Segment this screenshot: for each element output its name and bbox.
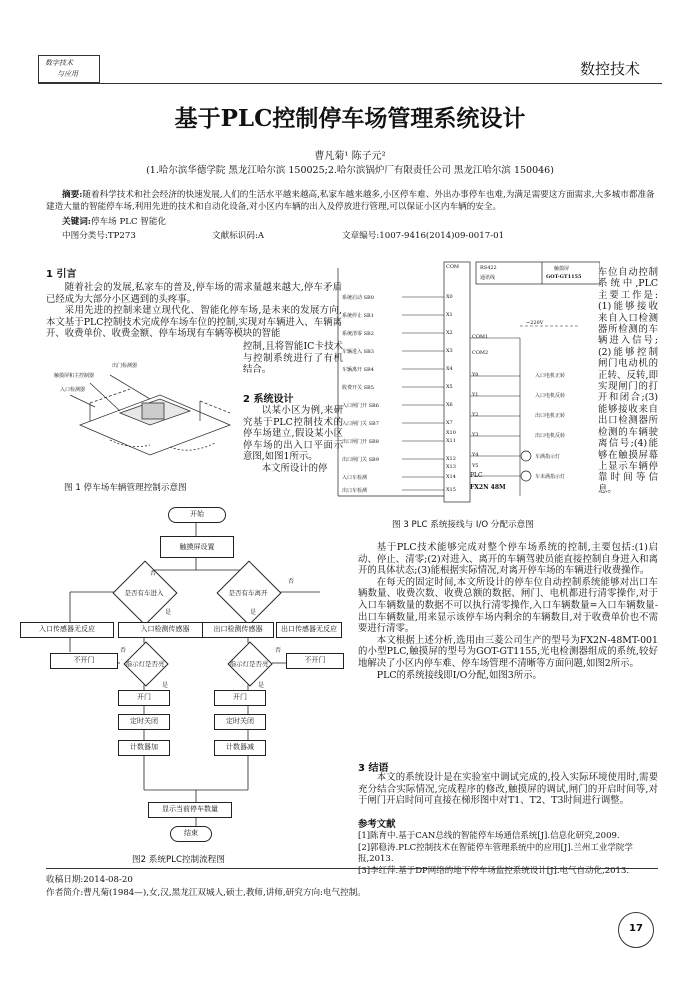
fig3-input-9: 出口闸门关 SB9 [342, 457, 379, 463]
fig3-output-1: 入口电机反转 [535, 393, 566, 399]
clc-number: 中图分类号:TP273 [62, 231, 136, 241]
right-paragraph-2: 在每天的固定时间,本文所设计的停车位自动控制系统能够对出口车辆数量、收费次数、收费总额的数据、闸门、电机都进行清零操作,对于入口车辆数量的数据不可以执行清零操作,入口车辆数量=入口车辆数量-出口车辆数量,用来显示该停车场内剩余的车辆数目,对于收费单价也不需要进行清零。 [358, 576, 658, 635]
fig3-input-5: 收费开关 SB5 [342, 385, 374, 391]
flow-yes-light-left: 是 [162, 682, 169, 689]
abstract [46, 190, 658, 213]
fig3-input-lines [402, 297, 444, 490]
flow-decision-entry-label: 是否有车进入 [124, 589, 164, 597]
fig3-x-0: COM [446, 264, 460, 270]
fig3-lamps [521, 451, 531, 481]
article-number: 文章编号:1007-9416(2014)09-0017-01 [342, 231, 505, 241]
flow-yes-light-right: 是 [258, 682, 265, 689]
affiliation: (1.哈尔滨华德学院 黑龙江哈尔滨 150025;2.哈尔滨锅炉厂有限责任公司 黑龙江哈尔滨 150046) [146, 165, 554, 176]
fig3-x-3: X2 [446, 330, 453, 336]
fig3-x-2: X1 [446, 312, 453, 318]
footer-rule [46, 868, 658, 869]
fig3-output-0: 入口电机正转 [535, 373, 566, 379]
fig3-y-2: Y0 [472, 372, 479, 378]
fig3-plc-model: FX2N 48M [470, 484, 506, 491]
fig3-input-0: 系统启动 SB0 [342, 295, 374, 301]
figure-3-caption: 图 3 PLC 系统接线与 I/O 分配示意图 [392, 520, 534, 530]
journal-logo [38, 55, 100, 83]
header-rule [38, 83, 662, 84]
fig3-power: ~220V [526, 320, 544, 326]
flow-display-count: 显示当前停车数量 [148, 802, 232, 818]
fig3-comm-port: RS422 [480, 265, 497, 271]
conclusion-heading: 3 结语 [358, 763, 389, 774]
fig3-comm-label: 通讯线 [480, 275, 496, 281]
keywords-label: 关键词: [62, 217, 91, 227]
figure-3 [330, 260, 600, 510]
logo-line1: 数字技术 [45, 59, 73, 67]
fig3-y-4: Y2 [472, 412, 479, 418]
abstract-text: 随着科学技术和社会经济的快速发展,人们的生活水平越来越高,私家车越来越多,小区停车难、外出办事停车也难,为满足需要这方面需求,大多城市都准备建造大量的智能停车场,利用先进的技术和自动化设备,对小区内车辆的出入及停放进行管理,可以保证小区内车辆的安全。 [46, 190, 655, 212]
page-number-badge [618, 912, 654, 948]
fig1-label-touch: 触摸屏和主控制器 [54, 373, 95, 379]
keywords [62, 215, 166, 227]
page-title: 基于PLC控制停车场管理系统设计 [174, 105, 526, 132]
fig3-x-4: X3 [446, 348, 453, 354]
fig3-x-13: X14 [446, 474, 456, 480]
fig3-output-3: 出口电机反转 [535, 433, 566, 439]
right-narrow-text: 车位自动控制系统中,PLC主要工作是:(1)能够接收来自入口检测器所检测的车辆进入信号;(2)能够控制闸门电动机的正转、反转,即实现闸门的打开和闭合;(3)能够接收来自出口检测器所检测的车辆驶离信号;(4)能够在触摸屏幕上显示车辆停靠时间等信息。 [598, 267, 658, 495]
design-heading: 2 系统设计 [243, 394, 294, 405]
design-paragraph-1: 以某小区为例,来研究基于PLC控制技术的停车场建立,假设某小区停车场的出入口平面示意图,如图1所示。 [243, 405, 343, 463]
flow-no-light-right: 否 [275, 647, 282, 654]
references-list [358, 831, 658, 877]
flow-decision-exit-label: 是否有车离开 [228, 589, 268, 597]
fig3-x-9: X10 [446, 430, 456, 436]
fig3-input-6: 入口闸门开 SB6 [342, 403, 379, 409]
figure-2-caption: 图2 系统PLC控制流程图 [132, 855, 225, 865]
fig3-touch-model: GOT-GT1155 [546, 274, 582, 280]
fig3-y-7: Y5 [472, 463, 479, 469]
keywords-value: 停车场 PLC 智能化 [90, 217, 167, 227]
fig3-x-1: X0 [446, 294, 453, 300]
flow-light-left-label: 指示灯是否亮 [125, 660, 165, 668]
fig3-x-12: X13 [446, 464, 456, 470]
flow-counter-add: 计数器加 [118, 740, 170, 756]
flow-no-open-right: 不开门 [286, 653, 344, 669]
fig3-output-4: 车满指示灯 [535, 454, 561, 460]
page-number: 17 [629, 923, 643, 934]
right-paragraph-1: 基于PLC技术能够完成对整个停车场系统的控制,主要包括:(1)启动、停止、清零;(2)对进入、离开的车辆驾驶员能直接控制自身进入和离开的具体状态;(3)能根据实际情况,对离开停车场的车辆进行收费操作。 [358, 542, 658, 577]
fig3-x-6: X5 [446, 384, 453, 390]
flow-yes-left: 是 [165, 609, 172, 616]
flow-exit-fault: 出口传感器无反应 [276, 622, 342, 638]
fig3-x-14: X15 [446, 487, 456, 493]
flow-light-right-label: 指示灯是否亮 [229, 660, 269, 668]
intro-paragraph-1: 随着社会的发展,私家车的普及,停车场的需求量越来越大,停车矛盾已经成为大部分小区遇到的头疼事。 [46, 282, 342, 305]
fig3-x-11: X12 [446, 456, 456, 462]
document-code: 文献标识码:A [212, 231, 265, 241]
fig1-label-exit: 出门检测器 [112, 363, 138, 369]
reference-item: [1]陈育中.基于CAN总线的智能停车场通信系统[J].信息化研究,2009. [358, 831, 620, 841]
authors: 曹凡菊¹ 陈子元² [314, 151, 386, 162]
fig3-output-2: 出口电机正转 [535, 413, 566, 419]
fig3-output-5: 车未满指示灯 [535, 474, 566, 480]
flow-close-right: 定时关闭 [214, 714, 266, 730]
flow-no-left: 否 [150, 570, 157, 577]
fig1-label-entry: 入口检测器 [60, 387, 86, 393]
section-name: 数控技术 [580, 60, 641, 78]
received-date: 收稿日期:2014-08-20 [46, 875, 133, 885]
reference-item: [3]李红萍.基于DP网络的地下停车场监控系统设计[J].电气自动化,2013. [358, 865, 630, 876]
flow-no-light-left: 否 [120, 647, 127, 654]
fig3-input-2: 系统清零 SB2 [342, 331, 374, 337]
flow-no-open-left: 不开门 [50, 653, 118, 669]
flow-open-right: 开门 [214, 690, 266, 706]
flow-start: 开始 [168, 507, 226, 523]
logo-line2: 与应用 [57, 70, 78, 78]
flow-entry-sensor: 入口检测传感器 [118, 622, 212, 638]
intro-paragraph-2: 采用先进的控制来建立现代化、智能化停车场,是未来的发展方向,本文基于PLC控制技术完成停车场车位的控制,实现对车辆进入、车辆离开、收费单价、收费金额、停车场现有车辆等模块的智能 [46, 305, 342, 340]
intro-heading: 1 引言 [46, 269, 77, 280]
reference-item: [2]郭稳涛.PLC控制技术在智能停车管理系统中的应用[J].兰州工业学院学报,2013. [358, 842, 633, 864]
figure-1-caption: 图 1 停车场车辆管理控制示意图 [64, 483, 187, 493]
fig3-x-10: X11 [446, 438, 456, 444]
author-bio: 作者简介:曹凡菊(1984—),女,汉,黑龙江双城人,硕士,教师,讲师,研究方向:电气控制。 [46, 888, 366, 898]
figure-1 [50, 355, 240, 475]
flow-end: 结束 [170, 826, 212, 842]
fig3-input-8: 出口闸门开 SB8 [342, 439, 379, 445]
fig3-plc-label: PLC [470, 472, 483, 479]
fig3-input-1: 系统停止 SB1 [342, 313, 374, 319]
fig3-touch-label: 触摸屏 [554, 266, 570, 272]
fig3-x-8: X7 [446, 420, 453, 426]
flow-entry-fault: 入口传感器无反应 [20, 622, 114, 638]
references-heading: 参考文献 [358, 819, 396, 830]
abstract-label: 摘要: [62, 190, 83, 200]
fig3-input-11: 出口车检测 [342, 488, 368, 494]
flow-no-right: 否 [288, 578, 295, 585]
fig3-input-10: 入口车检测 [342, 475, 368, 481]
fig3-input-4: 车辆离开 SB4 [342, 367, 374, 373]
fig3-x-5: X4 [446, 366, 453, 372]
fig3-input-7: 入口闸门关 SB7 [342, 421, 379, 427]
flow-close-left: 定时关闭 [118, 714, 170, 730]
intro-paragraph-2b: 控制,且将智能IC卡技术与控制系统进行了有机结合。 [243, 341, 343, 376]
flow-counter-sub: 计数器减 [214, 740, 266, 756]
right-paragraph-3: 本文根据上述分析,选用由三菱公司生产的型号为FX2N-48MT-001的小型PLC,触摸屏的型号为GOT-GT1155,光电检测器组成的系统,较好地解决了小区内停车难、停车场管理不清晰等方面问题,如图2所示。 [358, 634, 658, 669]
fig3-y-0: COM1 [472, 334, 489, 340]
fig3-x-7: X6 [446, 402, 453, 408]
design-paragraph-2: 本文所设计的停 [261, 462, 328, 474]
fig3-input-3: 车辆进入 SB3 [342, 349, 374, 355]
fig3-y-1: COM2 [472, 350, 489, 356]
flow-touch-setup: 触摸屏设置 [160, 536, 234, 558]
flow-exit-sensor: 出口检测传感器 [202, 622, 274, 638]
flow-yes-right: 是 [250, 609, 257, 616]
fig3-y-6: Y4 [472, 452, 479, 458]
flow-open-left: 开门 [118, 690, 170, 706]
fig3-y-3: Y1 [472, 392, 479, 398]
fig3-y-5: Y3 [472, 432, 479, 438]
conclusion-paragraph: 本文的系统设计是在实验室中调试完成的,投入实际环境使用时,需要充分结合实际情况,完成程序的修改,触摸屏的调试,闸门的开启时间等,对于闸门开启时间可直接在梯形图中对T1、T2、T3时间进行调整。 [358, 772, 658, 807]
right-paragraph-4: PLC的系统接线即I/O分配,如图3所示。 [376, 669, 542, 681]
